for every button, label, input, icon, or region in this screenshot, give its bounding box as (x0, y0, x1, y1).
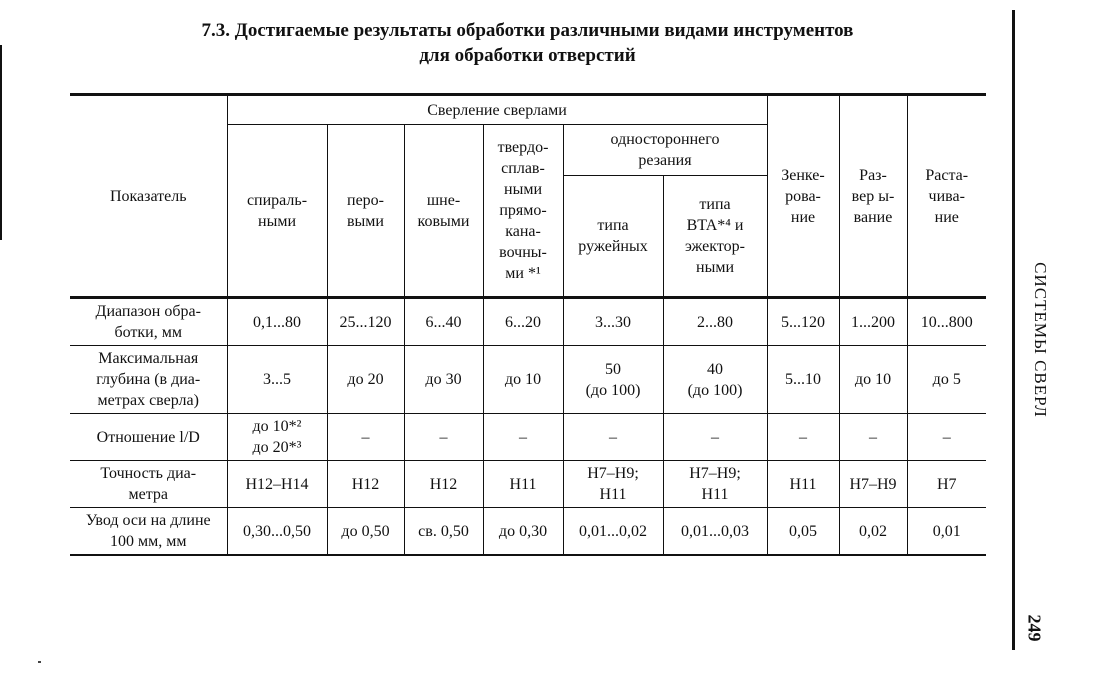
text-line: – (799, 428, 807, 446)
table-body (70, 298, 986, 556)
text-line: до 0,50 (341, 522, 390, 540)
cell-auger (404, 346, 483, 414)
cell-reaming (839, 508, 907, 556)
text-line: эжектор- (685, 238, 745, 255)
cell-gun-drill (563, 346, 663, 414)
text-line: H7–H9; (587, 465, 639, 482)
text-line: 25...120 (339, 313, 392, 331)
text-line: 5...10 (785, 371, 821, 388)
header-indicator: Показатель (70, 95, 227, 298)
text-line: шне- (426, 191, 461, 209)
cell-bta-drill (663, 414, 767, 461)
header-bta-drill (663, 176, 767, 298)
text-line: – (942, 428, 951, 446)
cell-boring (907, 298, 986, 346)
cell-boring (907, 346, 986, 414)
table-row (70, 298, 986, 346)
text-line: 0,01...0,02 (579, 522, 647, 540)
table-row (70, 461, 986, 508)
text-line: ние (934, 208, 959, 226)
header-boring (907, 95, 986, 298)
cell-countersink (767, 461, 839, 508)
cell-feather (327, 298, 404, 346)
cell-countersink (767, 414, 839, 461)
text-line: сплав- (501, 160, 545, 177)
section-title (70, 18, 985, 68)
header-countersink (767, 95, 839, 298)
header-one-sided-group (563, 125, 767, 176)
cell-bta-drill (663, 508, 767, 556)
text-line: 3...5 (263, 371, 291, 388)
header-gun-drill (563, 176, 663, 298)
text-line: ние (790, 208, 816, 226)
text-line: глубина (в диа- (96, 371, 201, 388)
header-reaming (839, 95, 907, 298)
cell-carbide (483, 461, 563, 508)
cell-gun-drill (563, 298, 663, 346)
text-line: Точность диа- (100, 465, 197, 482)
text-line: – (609, 428, 617, 446)
text-line: вер ы- (851, 187, 895, 205)
text-line: H11 (789, 475, 817, 493)
cell-countersink (767, 346, 839, 414)
cell-spiral (227, 508, 327, 556)
right-margin-rule (1012, 10, 1015, 650)
text-line: 0,01 (932, 522, 961, 540)
text-line: H7–H9 (849, 475, 897, 493)
cell-reaming (839, 346, 907, 414)
cell-boring (907, 508, 986, 556)
text-line: Раз- (859, 166, 887, 184)
cell-carbide (483, 346, 563, 414)
text-line: до 5 (932, 371, 961, 388)
text-line: – (361, 428, 370, 446)
cell-auger (404, 414, 483, 461)
row-label (70, 461, 227, 508)
title-line-1: 7.3. Достигаемые результаты обработки различными видами инструментов (201, 20, 854, 41)
table-row (70, 508, 986, 556)
text-line: до 10 (504, 371, 542, 388)
cell-spiral (227, 298, 327, 346)
text-line: метра (128, 486, 168, 503)
text-line: H7 (936, 475, 957, 493)
text-line: (до 100) (585, 381, 641, 399)
print-speck (38, 661, 41, 663)
header-feather (327, 125, 404, 298)
text-line: H12 (351, 475, 380, 493)
cell-reaming (839, 414, 907, 461)
cell-reaming (839, 461, 907, 508)
text-line: 1...200 (851, 313, 895, 331)
cell-auger (404, 508, 483, 556)
text-line: (до 100) (687, 381, 743, 399)
cell-boring (907, 461, 986, 508)
text-line: H11 (509, 475, 537, 493)
text-line: 0,01...0,03 (681, 522, 749, 540)
text-line: H11 (701, 486, 729, 503)
text-line: вочны- (499, 244, 547, 261)
text-line: 2...80 (697, 313, 733, 331)
text-line: 5...120 (781, 313, 825, 331)
header-spiral (227, 125, 327, 298)
text-line: ботки, мм (114, 324, 182, 341)
text-line: вание (853, 208, 893, 226)
title-line-2: для обработки отверстий (419, 45, 636, 66)
left-margin-rule (0, 45, 2, 240)
cell-boring (907, 414, 986, 461)
text-line: типа (699, 196, 731, 213)
text-line: 0,02 (859, 522, 887, 540)
text-line: ружейных (578, 238, 648, 255)
text-line: типа (597, 217, 629, 234)
row-label (70, 346, 227, 414)
text-line: Раста- (925, 166, 969, 184)
text-line: ковыми (417, 212, 470, 230)
text-line: Увод оси на длине (85, 512, 211, 529)
text-line: прямо- (499, 202, 547, 219)
header-drilling-group: Сверление сверлами (227, 95, 767, 125)
text-line: BTA*⁴ и (686, 217, 744, 234)
text-line: – (869, 428, 877, 446)
cell-bta-drill (663, 298, 767, 346)
text-line: до 0,30 (498, 522, 548, 540)
text-line: 0,30...0,50 (243, 522, 311, 540)
text-line: спираль- (246, 191, 308, 209)
cell-gun-drill (563, 461, 663, 508)
text-line: ными (696, 259, 734, 276)
text-line: – (519, 428, 527, 446)
text-line: Отношение l/D (96, 428, 200, 446)
text-line: до 20*³ (252, 439, 302, 456)
text-line: рова- (785, 187, 821, 205)
text-line: ными (504, 181, 542, 198)
cell-auger (404, 298, 483, 346)
text-line: Диапазон обра- (95, 303, 201, 320)
text-line: 40 (707, 360, 723, 378)
text-line: св. 0,50 (418, 522, 469, 540)
header-carbide (483, 125, 563, 298)
text-line: 50 (605, 360, 621, 378)
cell-feather (327, 346, 404, 414)
table-row (70, 346, 986, 414)
cell-bta-drill (663, 461, 767, 508)
cell-bta-drill (663, 346, 767, 414)
cell-feather (327, 508, 404, 556)
text-line: до 20 (347, 371, 384, 388)
cell-carbide (483, 414, 563, 461)
text-line: ми *¹ (505, 265, 541, 282)
table-row (70, 414, 986, 461)
text-line: ными (258, 212, 296, 230)
text-line: 10...800 (920, 313, 973, 331)
cell-spiral (227, 346, 327, 414)
text-line: до 30 (425, 371, 462, 388)
results-table (70, 93, 986, 556)
text-line: одностороннего (610, 131, 720, 148)
text-line: – (711, 428, 719, 446)
text-line: 0,05 (789, 522, 817, 540)
cell-carbide (483, 508, 563, 556)
cell-feather (327, 414, 404, 461)
row-label (70, 298, 227, 346)
text-line: метрах сверла) (97, 392, 199, 409)
cell-gun-drill (563, 414, 663, 461)
cell-countersink (767, 508, 839, 556)
cell-carbide (483, 298, 563, 346)
text-line: 0,1...80 (253, 313, 301, 331)
header-auger (404, 125, 483, 298)
text-line: 100 мм, мм (110, 533, 187, 550)
text-line: H12 (429, 475, 458, 493)
row-label (70, 414, 227, 461)
text-line: Зенке- (781, 166, 825, 184)
running-head: СИСТЕМЫ СВЕРЛ (1031, 262, 1050, 418)
text-line: H12–H14 (245, 475, 309, 493)
cell-feather (327, 461, 404, 508)
text-line: до 10*² (252, 418, 302, 435)
text-line: резания (638, 152, 692, 169)
cell-countersink (767, 298, 839, 346)
page-number: 249 (1024, 614, 1045, 642)
text-line: твердо- (497, 139, 549, 156)
cell-reaming (839, 298, 907, 346)
text-line: Максимальная (98, 350, 199, 367)
cell-spiral (227, 461, 327, 508)
text-line: кана- (505, 223, 541, 240)
text-line: 6...40 (425, 313, 462, 331)
text-line: H11 (599, 486, 627, 503)
cell-gun-drill (563, 508, 663, 556)
text-line: 6...20 (505, 313, 541, 331)
text-line: H7–H9; (689, 465, 741, 482)
text-line: чива- (928, 187, 965, 205)
text-line: 3...30 (595, 313, 631, 331)
cell-spiral (227, 414, 327, 461)
text-line: – (439, 428, 448, 446)
text-line: выми (347, 212, 384, 230)
text-line: перо- (347, 191, 384, 209)
text-line: до 10 (854, 371, 892, 388)
cell-auger (404, 461, 483, 508)
row-label (70, 508, 227, 556)
